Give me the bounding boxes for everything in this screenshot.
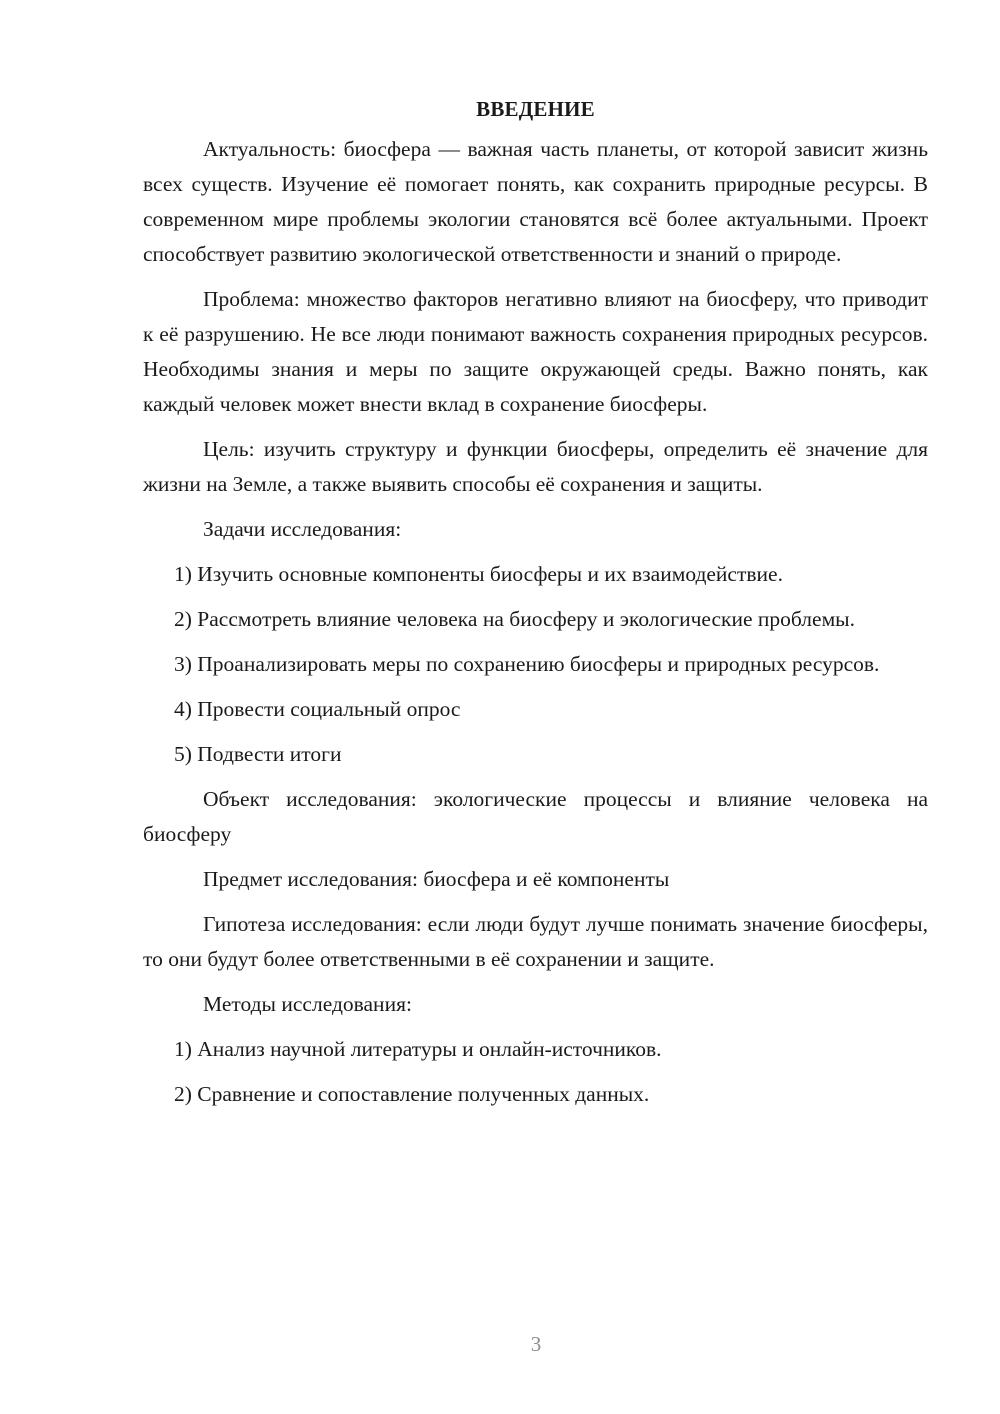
goal-paragraph: Цель: изучить структуру и функции биосферы, определить её значение для жизни на Земле, а также выявить способы её сохранения и защиты.	[143, 437, 928, 496]
problem-paragraph: Проблема: множество факторов негативно влияют на биосферу, что приводит к её разрушению. Не все люди понимают важность сохранения природных ресурсов. Необходимы знания и меры по защите окружающей среды. Важно понять, как каждый человек может внести вклад в сохранение биосферы.	[143, 287, 928, 416]
task-item-2: 2) Рассмотреть влияние человека на биосферу и экологические проблемы.	[174, 607, 855, 631]
task-item-5: 5) Подвести итоги	[174, 742, 342, 766]
method-item-2: 2) Сравнение и сопоставление полученных данных.	[174, 1082, 650, 1106]
method-item-1: 1) Анализ научной литературы и онлайн-источников.	[174, 1037, 662, 1061]
page-content	[143, 94, 928, 1122]
hypothesis-paragraph: Гипотеза исследования: если люди будут лучше понимать значение биосферы, то они будут более ответственными в её сохранении и защите.	[143, 912, 928, 971]
section-heading: ВВЕДЕНИЕ	[476, 97, 595, 121]
page-number: 3	[530, 1332, 542, 1356]
relevance-paragraph: Актуальность: биосфера — важная часть планеты, от которой зависит жизнь всех существ. Изучение её помогает понять, как сохранить природные ресурсы. В современном мире проблемы экологии становятся всё более актуальными. Проект способствует развитию экологической ответственности и знаний о природе.	[143, 137, 928, 266]
task-item-1: 1) Изучить основные компоненты биосферы и их взаимодействие.	[174, 562, 783, 586]
tasks-title: Задачи исследования:	[203, 517, 402, 541]
task-item-4: 4) Провести социальный опрос	[174, 697, 461, 721]
methods-title: Методы исследования:	[203, 992, 412, 1016]
subject-paragraph: Предмет исследования: биосфера и её компоненты	[203, 867, 670, 891]
task-item-3: 3) Проанализировать меры по сохранению биосферы и природных ресурсов.	[174, 652, 880, 676]
object-paragraph: Объект исследования: экологические процессы и влияние человека на биосферу	[143, 787, 928, 846]
